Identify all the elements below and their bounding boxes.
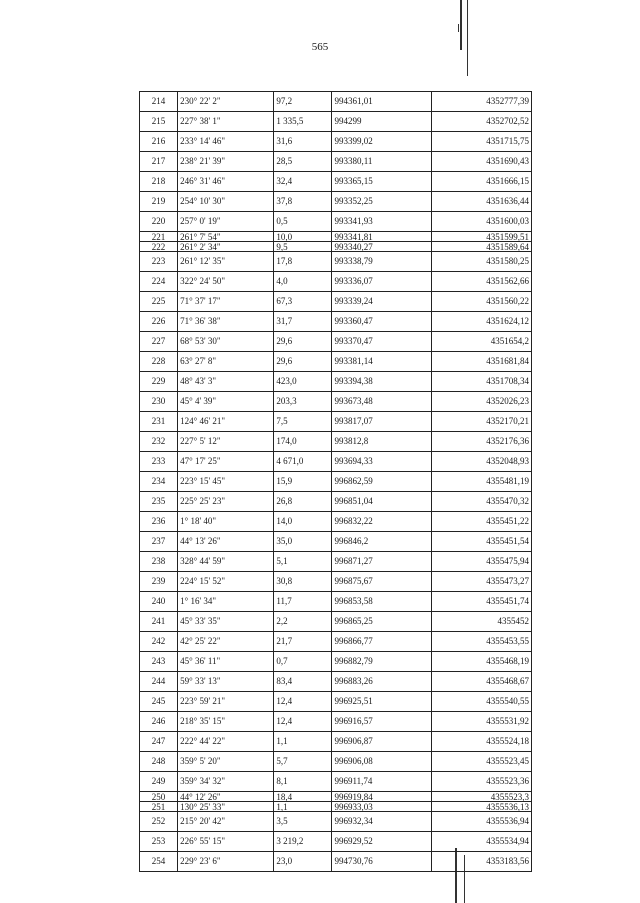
point-number-cell: 223 [140, 252, 178, 272]
direction-angle-cell: 257° 0' 19" [178, 212, 274, 232]
distance-cell: 5,1 [274, 552, 332, 572]
direction-angle-cell: 59° 33' 13" [178, 672, 274, 692]
point-number-cell: 219 [140, 192, 178, 212]
y-coordinate-cell: 4355523,45 [431, 752, 531, 772]
direction-angle-cell: 261° 2' 34" [178, 242, 274, 252]
distance-cell: 2,2 [274, 612, 332, 632]
point-number-cell: 230 [140, 392, 178, 412]
distance-cell: 3 219,2 [274, 832, 332, 852]
table-row [140, 452, 532, 472]
table-row [140, 472, 532, 492]
point-number-cell: 243 [140, 652, 178, 672]
point-number-cell: 218 [140, 172, 178, 192]
y-coordinate-cell: 4352777,39 [431, 92, 531, 112]
point-number-cell: 244 [140, 672, 178, 692]
x-coordinate-cell: 993817,07 [332, 412, 431, 432]
y-coordinate-cell: 4355531,92 [431, 712, 531, 732]
y-coordinate-cell: 4352026,23 [431, 392, 531, 412]
y-coordinate-cell: 4351600,03 [431, 212, 531, 232]
table-row [140, 332, 532, 352]
direction-angle-cell: 222° 44' 22" [178, 732, 274, 752]
y-coordinate-cell: 4355523,36 [431, 772, 531, 792]
point-number-cell: 225 [140, 292, 178, 312]
direction-angle-cell: 225° 25' 23" [178, 492, 274, 512]
coordinates-table [139, 91, 532, 872]
direction-angle-cell: 71° 37' 17" [178, 292, 274, 312]
distance-cell: 35,0 [274, 532, 332, 552]
distance-cell: 7,5 [274, 412, 332, 432]
table-row [140, 92, 532, 112]
x-coordinate-cell: 996865,25 [332, 612, 431, 632]
point-number-cell: 232 [140, 432, 178, 452]
point-number-cell: 216 [140, 132, 178, 152]
distance-cell: 0,5 [274, 212, 332, 232]
point-number-cell: 249 [140, 772, 178, 792]
table-row [140, 612, 532, 632]
table-row [140, 772, 532, 792]
y-coordinate-cell: 4355475,94 [431, 552, 531, 572]
distance-cell: 28,5 [274, 152, 332, 172]
direction-angle-cell: 130° 25' 33" [178, 802, 274, 812]
y-coordinate-cell: 4355536,13 [431, 802, 531, 812]
distance-cell: 4 671,0 [274, 452, 332, 472]
y-coordinate-cell: 4355524,18 [431, 732, 531, 752]
distance-cell: 174,0 [274, 432, 332, 452]
table-row [140, 312, 532, 332]
point-number-cell: 238 [140, 552, 178, 572]
table-row [140, 112, 532, 132]
direction-angle-cell: 42° 25' 22" [178, 632, 274, 652]
y-coordinate-cell: 4355453,55 [431, 632, 531, 652]
distance-cell: 15,9 [274, 472, 332, 492]
x-coordinate-cell: 993341,81 [332, 232, 431, 242]
table-row [140, 712, 532, 732]
point-number-cell: 234 [140, 472, 178, 492]
direction-angle-cell: 261° 7' 54" [178, 232, 274, 242]
y-coordinate-cell: 4351690,43 [431, 152, 531, 172]
x-coordinate-cell: 996846,2 [332, 532, 431, 552]
x-coordinate-cell: 993341,93 [332, 212, 431, 232]
direction-angle-cell: 48° 43' 3" [178, 372, 274, 392]
y-coordinate-cell: 4351708,34 [431, 372, 531, 392]
direction-angle-cell: 47° 17' 25" [178, 452, 274, 472]
direction-angle-cell: 45° 4' 39" [178, 392, 274, 412]
distance-cell: 0,7 [274, 652, 332, 672]
y-coordinate-cell: 4355481,19 [431, 472, 531, 492]
table-row [140, 192, 532, 212]
x-coordinate-cell: 996906,87 [332, 732, 431, 752]
point-number-cell: 222 [140, 242, 178, 252]
page-number: 565 [311, 41, 329, 53]
direction-angle-cell: 1° 16' 34" [178, 592, 274, 612]
direction-angle-cell: 124° 46' 21" [178, 412, 274, 432]
table-row [140, 212, 532, 232]
point-number-cell: 236 [140, 512, 178, 532]
distance-cell: 17,8 [274, 252, 332, 272]
x-coordinate-cell: 996929,52 [332, 832, 431, 852]
distance-cell: 31,7 [274, 312, 332, 332]
y-coordinate-cell: 4355468,19 [431, 652, 531, 672]
distance-cell: 9,5 [274, 242, 332, 252]
point-number-cell: 215 [140, 112, 178, 132]
distance-cell: 1 335,5 [274, 112, 332, 132]
point-number-cell: 245 [140, 692, 178, 712]
table-row [140, 232, 532, 242]
y-coordinate-cell: 4355451,54 [431, 532, 531, 552]
distance-cell: 83,4 [274, 672, 332, 692]
distance-cell: 203,3 [274, 392, 332, 412]
direction-angle-cell: 238° 21' 39" [178, 152, 274, 172]
y-coordinate-cell: 4352702,52 [431, 112, 531, 132]
table-row [140, 242, 532, 252]
y-coordinate-cell: 4351636,44 [431, 192, 531, 212]
y-coordinate-cell: 4353183,56 [431, 852, 531, 872]
table-row [140, 512, 532, 532]
distance-cell: 67,3 [274, 292, 332, 312]
scan-artifact-line [458, 24, 459, 32]
x-coordinate-cell: 993380,11 [332, 152, 431, 172]
point-number-cell: 240 [140, 592, 178, 612]
point-number-cell: 228 [140, 352, 178, 372]
direction-angle-cell: 328° 44' 59" [178, 552, 274, 572]
direction-angle-cell: 254° 10' 30" [178, 192, 274, 212]
point-number-cell: 250 [140, 792, 178, 802]
direction-angle-cell: 261° 12' 35" [178, 252, 274, 272]
y-coordinate-cell: 4351624,12 [431, 312, 531, 332]
distance-cell: 12,4 [274, 692, 332, 712]
direction-angle-cell: 229° 23' 6" [178, 852, 274, 872]
y-coordinate-cell: 4355536,94 [431, 812, 531, 832]
x-coordinate-cell: 994299 [332, 112, 431, 132]
distance-cell: 14,0 [274, 512, 332, 532]
point-number-cell: 217 [140, 152, 178, 172]
point-number-cell: 235 [140, 492, 178, 512]
point-number-cell: 227 [140, 332, 178, 352]
table-row [140, 752, 532, 772]
point-number-cell: 221 [140, 232, 178, 242]
y-coordinate-cell: 4351715,75 [431, 132, 531, 152]
table-row [140, 272, 532, 292]
table-row [140, 852, 532, 872]
x-coordinate-cell: 996853,58 [332, 592, 431, 612]
point-number-cell: 229 [140, 372, 178, 392]
y-coordinate-cell: 4355451,74 [431, 592, 531, 612]
x-coordinate-cell: 993381,14 [332, 352, 431, 372]
x-coordinate-cell: 994361,01 [332, 92, 431, 112]
table-row [140, 592, 532, 612]
x-coordinate-cell: 996871,27 [332, 552, 431, 572]
x-coordinate-cell: 996851,04 [332, 492, 431, 512]
x-coordinate-cell: 996906,08 [332, 752, 431, 772]
y-coordinate-cell: 4351560,22 [431, 292, 531, 312]
table-row [140, 252, 532, 272]
point-number-cell: 247 [140, 732, 178, 752]
x-coordinate-cell: 993336,07 [332, 272, 431, 292]
x-coordinate-cell: 994730,76 [332, 852, 431, 872]
y-coordinate-cell: 4355452 [431, 612, 531, 632]
direction-angle-cell: 223° 59' 21" [178, 692, 274, 712]
distance-cell: 32,4 [274, 172, 332, 192]
table-row [140, 632, 532, 652]
table-row [140, 432, 532, 452]
x-coordinate-cell: 993360,47 [332, 312, 431, 332]
distance-cell: 1,1 [274, 802, 332, 812]
distance-cell: 21,7 [274, 632, 332, 652]
x-coordinate-cell: 993370,47 [332, 332, 431, 352]
x-coordinate-cell: 993694,33 [332, 452, 431, 472]
y-coordinate-cell: 4355451,22 [431, 512, 531, 532]
x-coordinate-cell: 993339,24 [332, 292, 431, 312]
y-coordinate-cell: 4351580,25 [431, 252, 531, 272]
point-number-cell: 242 [140, 632, 178, 652]
y-coordinate-cell: 4355534,94 [431, 832, 531, 852]
y-coordinate-cell: 4351599,51 [431, 232, 531, 242]
y-coordinate-cell: 4351654,2 [431, 332, 531, 352]
table-row [140, 802, 532, 812]
direction-angle-cell: 230° 22' 2" [178, 92, 274, 112]
direction-angle-cell: 226° 55' 15" [178, 832, 274, 852]
x-coordinate-cell: 996925,51 [332, 692, 431, 712]
x-coordinate-cell: 993352,25 [332, 192, 431, 212]
point-number-cell: 241 [140, 612, 178, 632]
point-number-cell: 254 [140, 852, 178, 872]
table-row [140, 132, 532, 152]
direction-angle-cell: 63° 27' 8" [178, 352, 274, 372]
table-row [140, 552, 532, 572]
y-coordinate-cell: 4355468,67 [431, 672, 531, 692]
point-number-cell: 224 [140, 272, 178, 292]
distance-cell: 4,0 [274, 272, 332, 292]
table-row [140, 352, 532, 372]
table-row [140, 732, 532, 752]
x-coordinate-cell: 996883,26 [332, 672, 431, 692]
table-row [140, 172, 532, 192]
point-number-cell: 220 [140, 212, 178, 232]
x-coordinate-cell: 996882,79 [332, 652, 431, 672]
point-number-cell: 251 [140, 802, 178, 812]
y-coordinate-cell: 4351589,64 [431, 242, 531, 252]
direction-angle-cell: 224° 15' 52" [178, 572, 274, 592]
distance-cell: 29,6 [274, 332, 332, 352]
point-number-cell: 239 [140, 572, 178, 592]
table-row [140, 412, 532, 432]
x-coordinate-cell: 993365,15 [332, 172, 431, 192]
scan-artifact-line [460, 0, 462, 50]
table-row [140, 152, 532, 172]
y-coordinate-cell: 4355523,3 [431, 792, 531, 802]
x-coordinate-cell: 993340,27 [332, 242, 431, 252]
point-number-cell: 231 [140, 412, 178, 432]
table-row [140, 532, 532, 552]
direction-angle-cell: 45° 33' 35" [178, 612, 274, 632]
distance-cell: 31,6 [274, 132, 332, 152]
direction-angle-cell: 44° 13' 26" [178, 532, 274, 552]
x-coordinate-cell: 996875,67 [332, 572, 431, 592]
distance-cell: 97,2 [274, 92, 332, 112]
direction-angle-cell: 359° 5' 20" [178, 752, 274, 772]
direction-angle-cell: 218° 35' 15" [178, 712, 274, 732]
distance-cell: 10,0 [274, 232, 332, 242]
direction-angle-cell: 45° 36' 11" [178, 652, 274, 672]
y-coordinate-cell: 4355470,32 [431, 492, 531, 512]
distance-cell: 18,4 [274, 792, 332, 802]
distance-cell: 11,7 [274, 592, 332, 612]
x-coordinate-cell: 993338,79 [332, 252, 431, 272]
x-coordinate-cell: 996862,59 [332, 472, 431, 492]
table-row [140, 492, 532, 512]
point-number-cell: 214 [140, 92, 178, 112]
distance-cell: 5,7 [274, 752, 332, 772]
table-row [140, 652, 532, 672]
x-coordinate-cell: 996933,03 [332, 802, 431, 812]
x-coordinate-cell: 996932,34 [332, 812, 431, 832]
y-coordinate-cell: 4351666,15 [431, 172, 531, 192]
y-coordinate-cell: 4351562,66 [431, 272, 531, 292]
direction-angle-cell: 359° 34' 32" [178, 772, 274, 792]
direction-angle-cell: 246° 31' 46" [178, 172, 274, 192]
x-coordinate-cell: 993394,38 [332, 372, 431, 392]
scan-artifact-line [467, 0, 468, 76]
direction-angle-cell: 215° 20' 42" [178, 812, 274, 832]
y-coordinate-cell: 4352170,21 [431, 412, 531, 432]
x-coordinate-cell: 993812,8 [332, 432, 431, 452]
table-row [140, 692, 532, 712]
x-coordinate-cell: 996916,57 [332, 712, 431, 732]
table-row [140, 572, 532, 592]
distance-cell: 423,0 [274, 372, 332, 392]
table-row [140, 792, 532, 802]
distance-cell: 8,1 [274, 772, 332, 792]
distance-cell: 23,0 [274, 852, 332, 872]
table-row [140, 672, 532, 692]
coordinates-table-body [140, 92, 532, 872]
table-row [140, 812, 532, 832]
point-number-cell: 237 [140, 532, 178, 552]
point-number-cell: 253 [140, 832, 178, 852]
direction-angle-cell: 322° 24' 50" [178, 272, 274, 292]
y-coordinate-cell: 4351681,84 [431, 352, 531, 372]
point-number-cell: 226 [140, 312, 178, 332]
point-number-cell: 252 [140, 812, 178, 832]
table-row [140, 292, 532, 312]
point-number-cell: 246 [140, 712, 178, 732]
distance-cell: 30,8 [274, 572, 332, 592]
y-coordinate-cell: 4352048,93 [431, 452, 531, 472]
direction-angle-cell: 71° 36' 38" [178, 312, 274, 332]
direction-angle-cell: 44° 12' 26" [178, 792, 274, 802]
distance-cell: 12,4 [274, 712, 332, 732]
direction-angle-cell: 68° 53' 30" [178, 332, 274, 352]
direction-angle-cell: 227° 5' 12" [178, 432, 274, 452]
distance-cell: 26,8 [274, 492, 332, 512]
x-coordinate-cell: 993673,48 [332, 392, 431, 412]
table-row [140, 372, 532, 392]
y-coordinate-cell: 4355540,55 [431, 692, 531, 712]
distance-cell: 1,1 [274, 732, 332, 752]
direction-angle-cell: 1° 18' 40" [178, 512, 274, 532]
direction-angle-cell: 223° 15' 45" [178, 472, 274, 492]
direction-angle-cell: 233° 14' 46" [178, 132, 274, 152]
x-coordinate-cell: 996832,22 [332, 512, 431, 532]
distance-cell: 37,8 [274, 192, 332, 212]
distance-cell: 29,6 [274, 352, 332, 372]
table-row [140, 832, 532, 852]
point-number-cell: 248 [140, 752, 178, 772]
y-coordinate-cell: 4352176,36 [431, 432, 531, 452]
x-coordinate-cell: 993399,02 [332, 132, 431, 152]
y-coordinate-cell: 4355473,27 [431, 572, 531, 592]
point-number-cell: 233 [140, 452, 178, 472]
x-coordinate-cell: 996919,84 [332, 792, 431, 802]
distance-cell: 3,5 [274, 812, 332, 832]
table-row [140, 392, 532, 412]
direction-angle-cell: 227° 38' 1" [178, 112, 274, 132]
x-coordinate-cell: 996911,74 [332, 772, 431, 792]
x-coordinate-cell: 996866,77 [332, 632, 431, 652]
